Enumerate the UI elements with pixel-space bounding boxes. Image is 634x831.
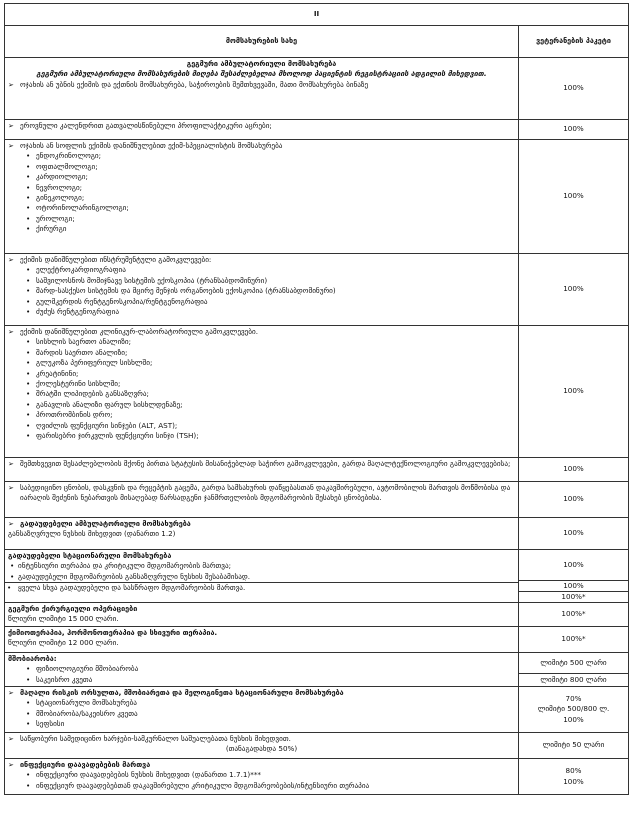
- row-text: წლიური ლიმიტი 15 000 ლარი.: [8, 614, 119, 624]
- list-item: • გლუკოზა პერიფერიულ სისხლში;: [8, 358, 515, 368]
- row-value: ლიმიტი 800 ლარი: [519, 673, 628, 686]
- row-text: ➢ ეროვნული კალენდრით გათვალისწინებული პროფილაქტიკური აცრები;: [8, 121, 515, 131]
- row-value: 100%*: [519, 603, 629, 627]
- row-value: 70%: [565, 693, 582, 703]
- list-item: • ფარისებრი ჯირკვლის ფუნქციური სინჯი (TSH);: [8, 431, 515, 441]
- list-item: • სტაციონარული მომსახურება: [8, 698, 515, 708]
- row-text: განსაზღვრული ნუსხის მიხედვით (დანართი 1.2): [8, 529, 176, 539]
- list-item: • შარდის საერთო ანალიზი;: [8, 348, 515, 358]
- benefits-table: [4, 3, 629, 795]
- list-item: • მშობიარობა/საკეისრო კვეთა: [8, 709, 515, 719]
- list-item: • გინეკოლოგი;: [8, 193, 515, 203]
- row-chemotherapy: [5, 626, 629, 652]
- row-specialists: [5, 140, 629, 254]
- row-text: წლიური ლიმიტი 12 000 ლარი.: [8, 638, 119, 648]
- list-item: • ქირურგი: [8, 224, 515, 234]
- row-certificates: [5, 482, 629, 518]
- row-disability-status: [5, 458, 629, 482]
- row-value: ლიმიტი 50 ლარი: [519, 733, 629, 759]
- row-value: 100%*: [519, 626, 629, 652]
- row-infectious-diseases: [5, 759, 629, 795]
- row-value: 100%: [519, 326, 629, 458]
- row-title: ➢ ექიმის დანიშნულებით კლინიკურ-ლაბორატორიული გამოკვლევები.: [8, 327, 515, 337]
- row-title: ➢ მაღალი რისკის ორსულთა, მშობიარეთა და მელოგინეთა სტაციონარული მომსახურება: [8, 688, 515, 698]
- list-item: • შარდ-სასქესო სისტემის და მცირე მენჯის ორგანოების ექოსკოპია (ტრანსაბდომინური): [8, 286, 515, 296]
- row-value: 100%: [519, 254, 629, 326]
- list-item: • ოფთალმოლოგი;: [8, 162, 515, 172]
- list-item: • ინტენსიური თერაპია და კრიტიკული მდგომარეობის მართვა;: [8, 561, 515, 571]
- list-item: • კრეატინინი;: [8, 369, 515, 379]
- row-title: ➢ ექიმის დანიშნულებით ინსტრუმენტული გამოკვლევები:: [8, 255, 515, 265]
- row-emergency-inpatient: [5, 550, 629, 603]
- row-laboratory: [5, 326, 629, 458]
- row-value: ლიმიტი 500 ლარი: [540, 657, 607, 667]
- row-high-risk-pregnancy: [5, 687, 629, 733]
- list-item: • გულმკერდის რენტგენოსკოპია/რენტგენოგრაფია: [8, 297, 515, 307]
- list-item: • ქოლესტერინი სისხლში;: [8, 379, 515, 389]
- row-value: ლიმიტი 500/800 ლ.: [537, 704, 610, 714]
- column-header-percent: ვეტერანების პაკეტი: [519, 26, 629, 58]
- list-item: • სისხლის საერთო ანალიზი;: [8, 337, 515, 347]
- row-emergency-outpatient: [5, 518, 629, 550]
- list-item: • ენდოკრინოლოგი;: [8, 151, 515, 161]
- list-item: • კარდიოლოგი;: [8, 172, 515, 182]
- row-value: 100%: [519, 120, 629, 140]
- row-value: 100%: [519, 58, 629, 120]
- row-note: გეგმური ამბულატორიული მომსახურების მიღება შესაძლებელია მხოლოდ პაციენტის რეგისტრაციის ადგილის მიხედვით.: [36, 69, 487, 79]
- list-item: • გადაუდებელი მდგომარეობის განსაზღვრული ნუსხის შესაბამისად.: [8, 572, 515, 582]
- row-value: 100%: [519, 518, 629, 550]
- list-item: • შრატში ლიპიდების განსაზღვრა;: [8, 389, 515, 399]
- row-planned-surgery: [5, 603, 629, 627]
- list-item: • ოტორინოლარინგოლოგი;: [8, 203, 515, 213]
- row-title: ქიმიოთერაპია, ჰორმონოთერაპია და სხივური თერაპია.: [8, 627, 218, 637]
- row-text: ➢ საბედიცინო ცნობის, დასკვნის და რეცეპტის გაცემა, გარდა სამსახურის დაწყებასთან დაკავშირებული, ავტომობილის მართვის მოწმობისა და იარაღის შეძენის ნებართვის მისაღებად წარსადგენი ჯანმრთელობის მდგომარეობის შესახებ ცნობებისა.: [8, 483, 515, 504]
- section-title: II: [5, 4, 629, 26]
- list-item: • ინფექციურ დაავადებებთან დაკავშირებული კრიტიკული მდგომარეობების/ინტენსიური თერაპია: [8, 781, 515, 791]
- row-title: გადაუდებელი სტაციონარული მომსახურება: [8, 551, 172, 560]
- row-childbirth: [5, 652, 629, 686]
- list-item: • ღვიძლის ფუნქციური სინჯები (ALT, AST);: [8, 421, 515, 431]
- row-value: 100%*: [519, 591, 628, 602]
- row-text: ➢ შემთხვევით შესაძლებლობის მქონე პირთა სტატუსის მისანიჭებლად საჭირო გამოკვლევები, გარდა მაღალტექნოლოგიური გამოკვლევებისა;: [8, 459, 515, 469]
- row-title: მშობიარობა:: [8, 653, 57, 663]
- list-item: • განავლის ანალიზი ფარულ სისხლდენაზე;: [8, 400, 515, 410]
- row-value: 100%: [519, 458, 629, 482]
- row-value: 100%: [519, 140, 629, 254]
- row-title: ➢ გადაუდებელი ამბულატორიული მომსახურება: [8, 519, 515, 529]
- row-value: 100%: [563, 776, 584, 786]
- row-vaccinations: [5, 120, 629, 140]
- list-item: • პროთრომბინის დრო;: [8, 410, 515, 420]
- list-item: • ყველა სხვა გადაუდებელი და სასწრაფო მდგომარეობის მართვა.: [5, 582, 518, 593]
- list-item: • სეფსისი: [8, 719, 515, 729]
- row-title: ➢ ინფექციური დაავადებების მართვა: [8, 760, 515, 770]
- row-value: 80%: [565, 766, 582, 776]
- row-title: ➢ ოჯახის ან სოფლის ექიმის დანიშნულებით ექიმ-სპეციალისტის მომსახურება: [8, 141, 515, 151]
- row-instrumental: [5, 254, 629, 326]
- row-planned-outpatient: [5, 58, 629, 120]
- list-item: • ძუძუს რენტგენოგრაფია: [8, 307, 515, 317]
- list-item: • ფიზიოლოგიური მშობიარობა: [8, 664, 515, 674]
- row-value: 100%: [519, 482, 629, 518]
- row-value: 100%: [563, 560, 584, 569]
- list-item: • საკეისრო კვეთა: [8, 675, 515, 685]
- row-text: ➢ საწყობური სამედიცინო ხარჯები-სამკურნალო საშუალებათა ნუსხის მიხედვით.: [8, 734, 515, 744]
- row-note: (თანაგადახდა 50%): [225, 744, 298, 754]
- row-value: 100%: [519, 580, 628, 591]
- row-value: 100%: [563, 714, 584, 724]
- column-header-name: მომსახურების სახე: [5, 26, 519, 58]
- row-title: გეგმური ქირურგიული ოპერაციები: [8, 604, 138, 613]
- list-item: • ინფექციური დაავადებების ნუსხის მიხედვით (დანართი 1.7.1)***: [8, 770, 515, 780]
- list-item: • ნევროლოგი;: [8, 183, 515, 193]
- list-item: • უროლოგი;: [8, 214, 515, 224]
- list-item: • ელექტროკარდიოგრაფია: [8, 265, 515, 275]
- list-item: ➢ ოჯახის ან უბნის ექიმის და ექთნის მომსახურება, საჭიროების შემთხვევაში, მათი მომსახურება ბინაზე: [8, 80, 515, 90]
- row-medication: [5, 733, 629, 759]
- list-item: • საშვილოსნოს მომიჯნავე სისტემის ექოსკოპია (ტრანსაბდომინური): [8, 276, 515, 286]
- row-title: გეგმური ამბულატორიული მომსახურება: [186, 59, 337, 68]
